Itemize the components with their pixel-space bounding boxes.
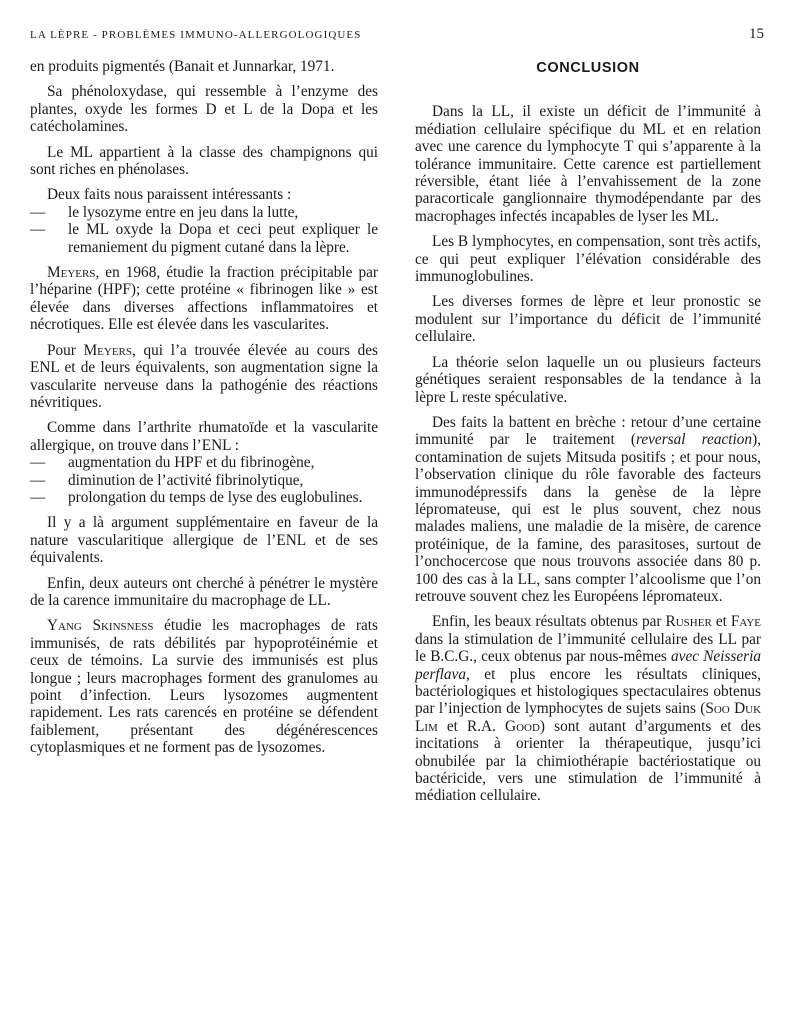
paragraph: Sa phénoloxydase, qui ressemble à l’enzyme des plantes, oxyde les formes D et L de la Dopa et les catécholamines. [30,83,378,136]
paragraph [30,264,378,334]
list-item-text: augmentation du HPF et du fibrinogène, [68,454,315,472]
paragraph [415,613,761,804]
paragraph-text: et plus encore les résultats cliniques, bactériologiques et histologiques spectaculaires obtenus par l’injection de lymphocytes de sujets sains ( [415,665,761,718]
paragraph [30,617,378,756]
italic-term: reversal reaction [635,431,753,449]
list-item [30,489,378,506]
section-title: CONCLUSION [536,60,640,76]
paragraph: Les B lymphocytes, en compensation, sont très actifs, ce qui peut expliquer l’élévation considérable des immunoglobulines. [415,233,761,286]
paragraph: Enfin, deux auteurs ont cherché à pénétrer le mystère de la carence immunitaire du macrophage de LL. [30,574,378,609]
paragraph-text: , en 1968, étudie la fraction précipitable par l’héparine (HPF); cette protéine « fibrinogen like » est élevée dans diverses affections inflammatoires et nécrotiques. Elle est élevée dans les vascularites. [30,264,378,334]
list-item [30,472,378,489]
paragraph-text: Pour [47,341,84,359]
right-column [415,60,761,813]
paragraph: Les diverses formes de lèpre et leur pronostic se modulent sur l’importance du déficit de l’immunité cellulaire. [415,293,761,346]
list-item-text: diminution de l’activité fibrinolytique, [68,471,304,489]
paragraph-text: et [711,613,731,631]
author-name: Rusher [665,613,712,631]
paragraph-text: Enfin, les beaux résultats obtenus par [432,613,666,631]
paragraph-text: et R.A. [437,717,506,735]
paragraph-text: ), contamination de sujets Mitsuda positifs ; et pour nous, l’observation clinique du rôle favorable des facteurs immunodépressifs dans la genèse de la lèpre lépromateuse, qui est le plus souvent, chez nous malades maliens, une maladie de la misère, de carence protéinique, de la famine, des parasitoses, surtout de l’onchocercose que nous trouvons associée dans 80 p. 100 des cas à la LL, sans compter l’alcoolisme que l’on retrouve souvent chez les Européens lépromateux. [415,431,762,605]
dash-marker: — [30,471,46,489]
list-item [30,221,378,256]
list-item [30,454,378,471]
paragraph [415,414,761,605]
dash-marker: — [30,454,46,472]
paragraph: Le ML appartient à la classe des champignons qui sont riches en phénolases. [30,143,378,179]
page-header [30,26,764,43]
bullet-list [30,454,378,506]
dash-marker: — [30,221,46,239]
author-name: Soo Duk Lim [415,700,762,735]
dash-marker: — [30,203,46,221]
list-item-text: le lysozyme entre en jeu dans la lutte, [68,203,299,221]
paragraph-text: ) sont autant d’arguments et des incitations à orienter la thérapeutique, jusqu’ici obnubilée par la chimiothérapie bactériostatique ou bactéricide, vers une stimulation de l’immunité à médiation cellulaire. [415,717,761,805]
paragraph-text: Des faits la battent en brèche : retour d’une certaine immunité par le traitement ( [415,413,761,449]
list-item [30,204,378,221]
paragraph [30,342,378,412]
left-column [30,58,378,765]
paragraph: Comme dans l’arthrite rhumatoïde et la vascularite allergique, on trouve dans l’ENL : [30,419,378,454]
author-name: Yang Skinsness [47,617,154,635]
running-head: LA LÈPRE - PROBLÈMES IMMUNO-ALLERGOLOGIQUES [30,29,362,41]
author-name: Meyers [83,341,133,359]
page-number: 15 [749,26,764,42]
paragraph: Il y a là argument supplémentaire en faveur de la nature vascularitique allergique de l’ENL et de ses équivalents. [30,514,378,567]
dash-marker: — [30,488,46,506]
author-name: Good [505,717,540,735]
paragraph: Deux faits nous paraissent intéressants : [47,186,292,204]
author-name: Faye [730,613,761,631]
author-name: Meyers [47,264,96,282]
list-item-text: prolongation du temps de lyse des euglobulines. [68,488,363,506]
paragraph-text: étudie les macrophages de rats immunisés, de rats débilités par hypoprotéinémie et ceux de témoins. La survie des immunisés est plus longue ; leurs macrophages forment des granulomes au point d’infection. Leurs lysozomes augmentent rapidement. Les rats carencés en protéine se défendent faiblement, présentant des dégénérescences cytoplasmiques et ne forment pas de lysozomes. [30,617,378,757]
paragraph-text: , qui l’a trouvée élevée au cours des ENL et de leurs équivalents, son augmentation signe la vascularite nerveuse dans la pathogénie des réactions névritiques. [30,341,378,411]
paragraph: La théorie selon laquelle un ou plusieurs facteurs génétiques seraient responsables de la tendance à la lèpre L reste spéculative. [415,353,761,406]
paragraph-text: dans la stimulation de l’immunité cellulaire des LL par le B.C.G., ceux obtenus par nous-mêmes [415,630,761,666]
italic-term: avec Neisseria perflava, [415,648,761,683]
bullet-list [30,204,378,256]
paragraph: en produits pigmentés (Banait et Junnarkar, 1971. [30,58,335,75]
paragraph: Dans la LL, il existe un déficit de l’immunité à médiation cellulaire spécifique du ML et en relation avec une carence du lymphocyte T qui s’apparente à la tolérance immunitaire. Cette carence est partiellement réversible, étant liée à l’envahissement de la zone paracorticale ganglionnaire thymodépendante par des macrophages infectés incapables de lyser les ML. [415,103,761,225]
list-item-text: le ML oxyde la Dopa et ceci peut expliquer le remaniement du pigment cutané dans la lèpre. [68,221,378,256]
